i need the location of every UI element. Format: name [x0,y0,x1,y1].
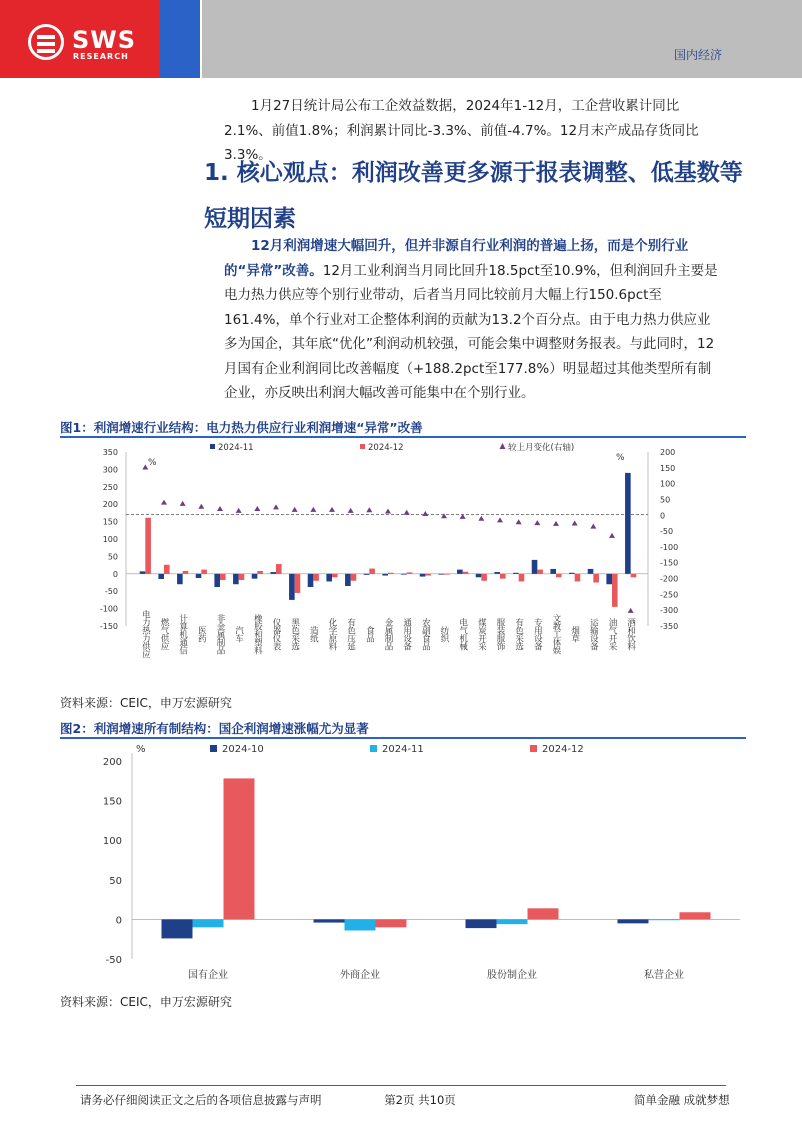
bar-2024-11 [364,574,370,575]
change-marker [329,507,335,512]
legend-label: 2024-11 [382,744,424,755]
bar-2024-12 [332,574,338,577]
change-marker [292,507,298,512]
bar-2024-11 [550,569,556,574]
bar-2024-12 [376,919,407,927]
bar-2024-12 [537,570,543,574]
header-blue-block [160,0,200,78]
category-label: 运输设备 [588,618,599,650]
bar-2024-11 [270,572,276,574]
y-tick-label: -100 [99,604,118,614]
bar-2024-11 [513,573,519,574]
left-unit-label: % [148,458,157,468]
bar-2024-12 [183,571,189,574]
bar-2024-11 [214,574,220,587]
page-number: 第2页 共10页 [384,1093,456,1107]
bar-2024-12 [481,574,487,581]
bar-2024-12 [351,574,357,581]
bar-2024-11 [177,574,183,584]
category-label: 酒和饮料 [625,618,636,650]
bar-2024-11 [140,571,146,573]
y-tick-label: 0 [115,915,122,927]
y-tick-label: 150 [102,517,118,527]
bar-2024-12 [528,908,559,919]
y-tick-label: 50 [109,875,122,887]
y-tick-label: 50 [107,552,118,562]
y-tick-label: 200 [102,500,118,510]
footer-rule [76,1085,726,1086]
legend-swatch [530,745,537,752]
category-label: 股份制企业 [487,970,537,981]
bar-2024-11 [606,574,612,584]
bar-2024-10 [618,919,649,923]
category-label: 有色压延 [345,618,356,650]
bar-2024-11 [193,919,224,927]
logo-text: SWS [72,26,137,54]
category-label: 文教工体娱 [551,614,561,654]
figure2-chart [60,739,746,987]
bar-2024-12 [220,574,226,580]
bar-2024-12 [388,573,394,574]
y-tick-label: 200 [102,757,122,768]
right-unit-label: % [616,453,625,463]
figure1-chart [60,438,746,688]
figure1-title: 图1：利润增速行业结构：电力热力供应行业利润增速“异常”改善 [60,420,423,435]
category-label: 造纸 [308,626,319,642]
header-gray-block [202,0,802,78]
category-label: 汽车 [233,626,244,642]
bar-2024-11 [345,919,376,930]
change-marker [441,513,447,518]
bar-2024-11 [569,573,575,574]
y-tick-label: 100 [102,836,122,848]
category-label: 烟草 [569,626,580,642]
sws-logo [28,24,158,64]
bar-2024-11 [289,574,295,600]
change-marker [236,508,242,513]
y2-tick-label: 50 [660,495,671,505]
legend-label: 较上月变化(右轴) [508,443,575,453]
bar-2024-12 [500,574,506,579]
change-marker [198,504,204,509]
category-label: 服装服饰 [495,618,505,650]
y2-tick-label: -350 [660,622,679,631]
figure1-source: 资料来源：CEIC，申万宏源研究 [60,696,232,710]
category-label: 化学原料 [327,618,337,650]
bar-2024-11 [532,560,538,574]
category-label: 非金属制品 [215,614,225,654]
bar-2024-11 [494,572,500,574]
category-label: 专用设备 [532,618,543,650]
y2-tick-label: 200 [660,448,676,457]
category-label: 农副食品 [420,618,431,650]
intro-paragraph: 1月27日统计局公布工企效益数据，2024年1-12月，工企营收累计同比2.1%、前值1.8%；利润累计同比-3.3%、前值-4.7%。12月末产成品存货同比3.3%。 [224,98,699,163]
bar-2024-12 [593,574,599,583]
category-label: 国有企业 [188,970,228,981]
y2-tick-label: -50 [660,527,674,537]
bar-2024-11 [476,574,482,577]
category-label: 私营企业 [644,970,684,981]
change-marker [478,516,484,521]
category-label: 纺织 [439,626,449,642]
bar-2024-11 [252,574,258,579]
category-label: 仪器仪表 [271,618,281,650]
bar-2024-10 [314,919,345,922]
category-label: 通用设备 [401,618,412,650]
y-tick-label: -50 [105,955,122,966]
y-tick-label: -50 [104,587,118,597]
y2-tick-label: -300 [660,606,679,616]
change-marker [366,507,372,512]
legend-label: 2024-10 [222,744,264,755]
category-label: 电力热力供应 [140,610,151,658]
bar-2024-11 [420,574,426,577]
bar-2024-10 [466,919,497,928]
bar-2024-11 [326,574,332,582]
bar-2024-11 [497,919,528,924]
bar-2024-12 [612,574,618,607]
bar-2024-12 [295,574,301,593]
y-tick-label: 350 [102,448,118,457]
bar-2024-11 [233,574,239,584]
bar-2024-12 [369,569,375,574]
logo-icon [28,24,64,60]
bar-2024-12 [631,574,637,577]
bar-2024-11 [308,574,314,587]
logo-subtext: RESEARCH [73,52,129,61]
change-marker [553,521,559,526]
change-marker [628,608,634,613]
legend-swatch [360,444,365,449]
bar-2024-12 [164,565,170,574]
category-label: 金属制品 [383,618,393,650]
change-marker [273,504,279,509]
bar-2024-11 [625,473,631,574]
bar-2024-11 [588,569,594,574]
bar-2024-12 [425,574,431,576]
change-marker [180,501,186,506]
change-marker [609,533,615,538]
bar-2024-11 [158,574,164,579]
section-title: 1. 核心观点：利润改善更多源于报表调整、低基数等短期因素 [204,160,743,232]
bar-2024-11 [382,574,388,576]
category-label: 煤炭开采 [476,618,487,650]
bar-2024-12 [239,574,245,580]
bar-2024-12 [407,572,413,573]
y-tick-label: -150 [99,622,118,631]
category-label: 外商企业 [340,970,380,981]
y2-tick-label: -150 [660,558,679,568]
change-marker [404,510,410,515]
bar-2024-10 [162,919,193,938]
bar-2024-12 [575,574,581,582]
change-marker [348,508,354,513]
bar-2024-12 [145,518,151,574]
y-tick-label: 150 [102,796,122,808]
change-marker [497,517,503,522]
change-marker [422,511,428,516]
category-label: 燃气供应 [159,618,169,650]
footer-slogan: 简单金融 成就梦想 [634,1093,730,1107]
change-marker [460,514,466,519]
category-label: 有色采选 [513,618,524,650]
bar-2024-11 [345,574,351,586]
bar-2024-12 [201,570,207,574]
bar-2024-12 [224,778,255,919]
figure2-title: 图2：利润增速所有制结构：国企利润增速涨幅尤为显著 [60,721,369,736]
bar-2024-12 [276,564,282,574]
bar-2024-12 [444,574,450,575]
y2-tick-label: 150 [660,463,676,473]
y-tick-label: 300 [102,465,118,475]
y2-tick-label: -200 [660,574,679,584]
change-marker [590,524,596,529]
bar-2024-11 [649,919,680,920]
bar-2024-12 [519,574,525,582]
change-marker [161,500,167,505]
change-marker [310,507,316,512]
y2-tick-label: 100 [660,479,676,489]
footer-disclaimer: 请务必仔细阅读正文之后的各项信息披露与声明 [80,1093,322,1107]
y-tick-label: 0 [112,569,118,579]
legend-swatch [370,745,377,752]
legend-label: 2024-11 [218,443,254,453]
legend-label: 2024-12 [542,744,584,755]
y2-tick-label: -100 [660,542,679,552]
unit-label: % [136,744,146,755]
y2-tick-label: -250 [660,590,679,600]
bar-2024-11 [457,570,463,574]
change-marker [572,520,578,525]
bar-2024-11 [438,574,444,575]
category-label: 食品 [364,626,375,642]
category-label: 橡胶和塑料 [252,614,263,654]
category-label: 计算机通信 [177,614,188,654]
change-marker [385,508,391,513]
change-marker [254,506,260,511]
figure2-source: 资料来源：CEIC，申万宏源研究 [60,995,232,1009]
change-marker [217,506,223,511]
legend-label: 2024-12 [368,443,404,453]
body-text: 12月工业利润当月同比回升18.5pct至10.9%，但利润回升主要是电力热力供应等个别行业带动，后者当月同比较前月大幅上行150.6pct至161.4%，单个行业对工企整体利润的贡献为13.2个百分点。由于电力热力供应业多为国企，其年底“优化”利润动机较强，可能会集中调整财务报表。与此同时，12月国有企业利润同比改善幅度（+188.2pct至177.8%）明显超过其他类型所有制企业，亦反映出利润大幅改善可能集中在个别行业。 [224,262,718,401]
change-marker [516,519,522,524]
change-marker [534,520,540,525]
category-label: 电气机械 [457,618,468,650]
category-label: 医药 [196,626,207,642]
y-tick-label: 100 [102,535,118,544]
category-tag: 国内经济 [673,48,722,62]
legend-swatch [210,444,215,449]
bar-2024-12 [463,572,469,574]
y2-tick-label: 0 [660,511,666,521]
lead-sentence: 12月利润增速大幅回升，但并非源自行业利润的普遍上扬，而是个别行业的“异常”改善。 [224,238,689,279]
bar-2024-12 [680,912,711,919]
category-label: 油气开采 [607,618,617,650]
bar-2024-12 [556,574,562,577]
bar-2024-12 [313,574,319,581]
category-label: 黑色采选 [289,618,300,650]
legend-marker [500,443,506,449]
bar-2024-11 [196,574,202,578]
legend-swatch [210,745,217,752]
y-tick-label: 250 [102,482,118,492]
bar-2024-11 [401,574,407,575]
body-paragraph [224,234,724,406]
bar-2024-12 [257,571,263,574]
